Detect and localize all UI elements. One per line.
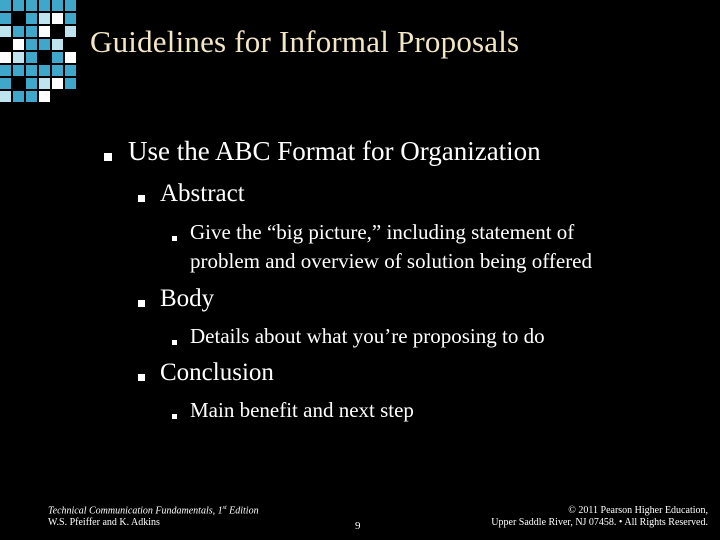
mosaic-tile [13, 78, 24, 89]
mosaic-tile [26, 65, 37, 76]
bullet-square-icon [172, 340, 177, 345]
mosaic-tile [39, 65, 50, 76]
bullet-square-icon [172, 414, 177, 419]
mosaic-tile [65, 26, 76, 37]
footer-authors: W.S. Pfeiffer and K. Adkins [48, 517, 160, 529]
mosaic-tile [26, 52, 37, 63]
footer-book-credit [48, 502, 259, 529]
bullet-body-detail: Details about what you’re proposing to do [190, 324, 545, 348]
mosaic-tile [65, 0, 76, 11]
mosaic-tile [0, 52, 11, 63]
mosaic-tile [52, 39, 63, 50]
corner-mosaic-logo [0, 0, 86, 104]
mosaic-tile [52, 78, 63, 89]
bullet-square-icon [172, 236, 177, 241]
mosaic-tile [39, 39, 50, 50]
bullet-conclusion-detail: Main benefit and next step [190, 398, 414, 422]
mosaic-tile [39, 0, 50, 11]
bullet-body: Body [160, 285, 215, 312]
footer-book-title [48, 502, 259, 517]
mosaic-tile [52, 13, 63, 24]
mosaic-tile [13, 13, 24, 24]
mosaic-tile [52, 0, 63, 11]
page-number: 9 [355, 520, 361, 532]
bullet-conclusion: Conclusion [160, 359, 274, 386]
mosaic-tile [0, 13, 11, 24]
mosaic-tile [26, 0, 37, 11]
mosaic-tile [13, 65, 24, 76]
bullet-abstract-detail [190, 218, 592, 276]
mosaic-tile [26, 39, 37, 50]
mosaic-tile [13, 91, 24, 102]
mosaic-tile [26, 13, 37, 24]
mosaic-tile [65, 39, 76, 50]
mosaic-tile [13, 26, 24, 37]
mosaic-tile [39, 13, 50, 24]
mosaic-tile [26, 26, 37, 37]
mosaic-tile [39, 52, 50, 63]
bullet-abc-format: Use the ABC Format for Organization [128, 136, 541, 166]
footer-copyright-line2: Upper Saddle River, NJ 07458. • All Rights Reserved. [491, 517, 708, 528]
mosaic-tile [0, 91, 11, 102]
footer-copyright-line1: © 2011 Pearson Higher Education, [568, 505, 708, 516]
slide-title: Guidelines for Informal Proposals [90, 24, 520, 59]
mosaic-tile [13, 39, 24, 50]
bullet-square-icon [138, 374, 145, 381]
mosaic-tile [26, 78, 37, 89]
footer-edition-sup: st [222, 505, 227, 511]
mosaic-tile [52, 65, 63, 76]
mosaic-tile [52, 52, 63, 63]
footer-book-title-text: Technical Communication Fundamentals, 1 [48, 505, 223, 517]
mosaic-tile [39, 26, 50, 37]
bullet-square-icon [104, 153, 112, 161]
mosaic-tile [52, 26, 63, 37]
bullet-square-icon [138, 300, 145, 307]
mosaic-tile [0, 78, 11, 89]
mosaic-tile [26, 91, 37, 102]
mosaic-tile [65, 78, 76, 89]
mosaic-tile [39, 91, 50, 102]
mosaic-tile [13, 52, 24, 63]
bullet-abstract-detail-line1: Give the “big picture,” including statement of [190, 220, 575, 244]
bullet-abstract: Abstract [160, 180, 245, 207]
footer-edition-suffix: Edition [226, 505, 259, 517]
mosaic-tile [52, 91, 63, 102]
mosaic-tile [39, 78, 50, 89]
mosaic-tile [13, 0, 24, 11]
mosaic-tile [0, 39, 11, 50]
footer-copyright [491, 505, 708, 529]
bullet-abstract-detail-line2: problem and overview of solution being offered [190, 249, 593, 273]
mosaic-tile [0, 65, 11, 76]
mosaic-tile [65, 13, 76, 24]
mosaic-tile [0, 0, 11, 11]
mosaic-tile [0, 26, 11, 37]
bullet-square-icon [138, 195, 145, 202]
mosaic-tile [65, 65, 76, 76]
mosaic-tile [65, 52, 76, 63]
